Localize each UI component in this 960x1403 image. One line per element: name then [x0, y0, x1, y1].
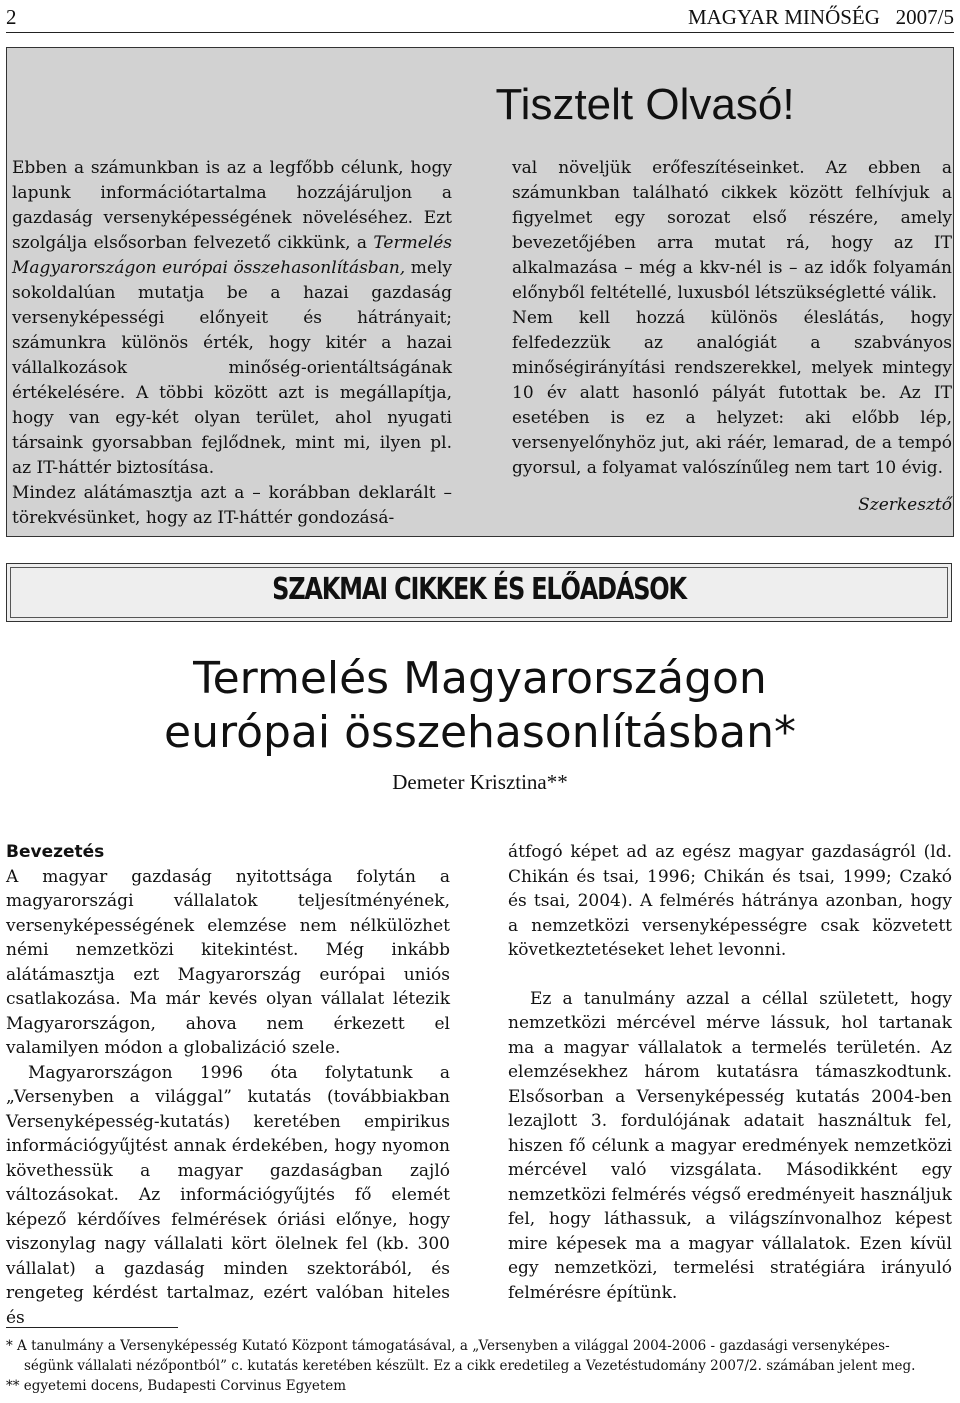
- editorial-paragraph: val növeljük erőfeszítéseinket. Az ebben a számunkban található cikkek között felhívjuk a figyelmet egy sorozat első részére, amely bevezetőjében arra mutat rá, hogy az IT alkalmazása – még a kkv-nél is – az idők folyamán előnyből feltétellé, luxusból létszükségletté válik.: [512, 158, 952, 303]
- footnotes: [6, 1336, 956, 1396]
- section-banner: [6, 563, 952, 622]
- editorial-left-column: [12, 156, 452, 531]
- editorial-title: Tisztelt Olvasó!: [495, 80, 795, 129]
- editorial-signature: Szerkesztő: [858, 495, 952, 515]
- footnote-divider: [6, 1327, 178, 1328]
- body-paragraph: Ez a tanulmány azzal a céllal született, hogy nemzetközi mércével mérve lássuk, hol tartanak ma a magyar vállalatok a termelés területén. Az elemzésekhez három kutatásra támaszkodtunk. Elsősorban a Versenyképesség kutatás 2004-ben lezajlott 3. fordulójának adatait használtuk fel, hiszen fő célunk a magyar eredmények nemzetközi mércével való vizsgálata. Másodikként egy nemzetközi felmérés végső eredményeit használjuk fel, hogy láthassuk, a világszínvonalhoz képest mire képesek ma a magyar vállalatok. Ezen kívül egy nemzetközi, termelési stratégiára irányuló felmérésre építünk.: [508, 988, 952, 1303]
- intro-heading: Bevezetés: [6, 842, 105, 862]
- editorial-paragraph: Mindez alátámasztja azt a – korábban deklarált – törekvésünket, hogy az IT-háttér gondozásá-: [12, 483, 452, 528]
- footnote-1-continued: ségünk vállalati nézőpontból” c. kutatás keretében készült. Ez a cikk eredetileg a Vezetéstudomány 2007/2. számában jelent meg.: [24, 1358, 916, 1374]
- editorial-paragraph: [12, 156, 452, 481]
- article-right-column: [508, 840, 952, 1305]
- body-paragraph: átfogó képet ad az egész magyar gazdaságról (ld. Chikán és tsai, 1996; Chikán és tsai, 1999; Czakó és tsai, 2004). A felmérés hátránya azonban, hogy a nemzetközi versenyképességre csak közvetett következtetéseket lehet levonni.: [508, 842, 952, 960]
- article-title-line1: Termelés Magyarországon: [193, 653, 767, 704]
- editorial-box: [6, 47, 954, 537]
- page-header: [6, 4, 954, 33]
- text-run: mely sokoldalúan mutatja be a hazai gazdaság versenyképességi előnyeit és hátrányait; számunkra különös érték, hogy kitér a hazai vállalkozások minőség-orientáltságának értékelésére. A többi között azt is megállapítja, hogy van egy-két olyan terület, ahol nyugati társaink gyorsabban fejlődnek, mint mi, ilyen pl. az IT-háttér biztosítása.: [12, 258, 452, 478]
- section-title: SZAKMAI CIKKEK ÉS ELŐADÁSOK: [272, 572, 686, 607]
- body-paragraph: Magyarországon 1996 óta folytatunk a „Versenyben a világgal” kutatás (továbbiakban Versenyképesség-kutatás) keretében empirikus információgyűjtést annak érdekében, hogy nyomon követhessük a magyar gazdaságban zajló változásokat. Az információgyűjtés fő elemét képező kérdőíves felmérések óriási előnye, hogy viszonylag nagy vállalati kört ölelnek fel (kb. 300 vállalat) a gazdaság minden szektorából, és rengeteg kérdést tartalmaz, ezért valóban hiteles és: [6, 1062, 450, 1328]
- article-author: Demeter Krisztina**: [392, 770, 568, 794]
- editorial-right-column: [512, 156, 952, 518]
- text-run: Ebben a számunkban is az a legfőbb célunk, hogy lapunk információtartalma hozzájáruljon a gazdaság versenyképességének növeléséhez. Ezt szolgálja elsősorban felvezető cikkünk, a: [12, 158, 452, 253]
- publication-info: MAGYAR MINŐSÉG 2007/5: [687, 5, 954, 29]
- editorial-paragraph: Nem kell hozzá különös éleslátás, hogy felfedezzük az analógiát a szabványos minőségirányítási rendszerekkel, melyek mintegy 10 év alatt hasonló pályát futottak be. Az IT esetében is ez a helyzet: aki előbb lép, versenyelőnyhöz jut, aki ráér, lemarad, de a tempó gyorsul, a folyamat valószínűleg nem tart 10 évig.: [512, 308, 952, 478]
- body-paragraph: A magyar gazdaság nyitottsága folytán a magyarországi vállalatok teljesítményének, versenyképességének elemzése nem nélkülözhet némi nemzetközi kitekintést. Még inkább alátámasztja ezt Magyarország európai uniós csatlakozása. Ma már kevés olyan vállalat létezik Magyarországon, ahova nem érkezett el valamilyen módon a globalizáció szele.: [6, 866, 450, 1058]
- article-reference: Termelés Magyarországon európai összehasonlításban,: [12, 233, 452, 278]
- footnote-2: ** egyetemi docens, Budapesti Corvinus Egyetem: [6, 1378, 347, 1394]
- page-number: 2: [6, 5, 17, 29]
- article-title-line2: európai összehasonlításban*: [164, 707, 796, 758]
- article-left-column: [6, 840, 450, 1330]
- article-title: [0, 652, 960, 760]
- footnote-1: * A tanulmány a Versenyképesség Kutató Központ támogatásával, a „Versenyben a világgal 2004-2006 - gazdasági versenyképes-: [6, 1338, 890, 1354]
